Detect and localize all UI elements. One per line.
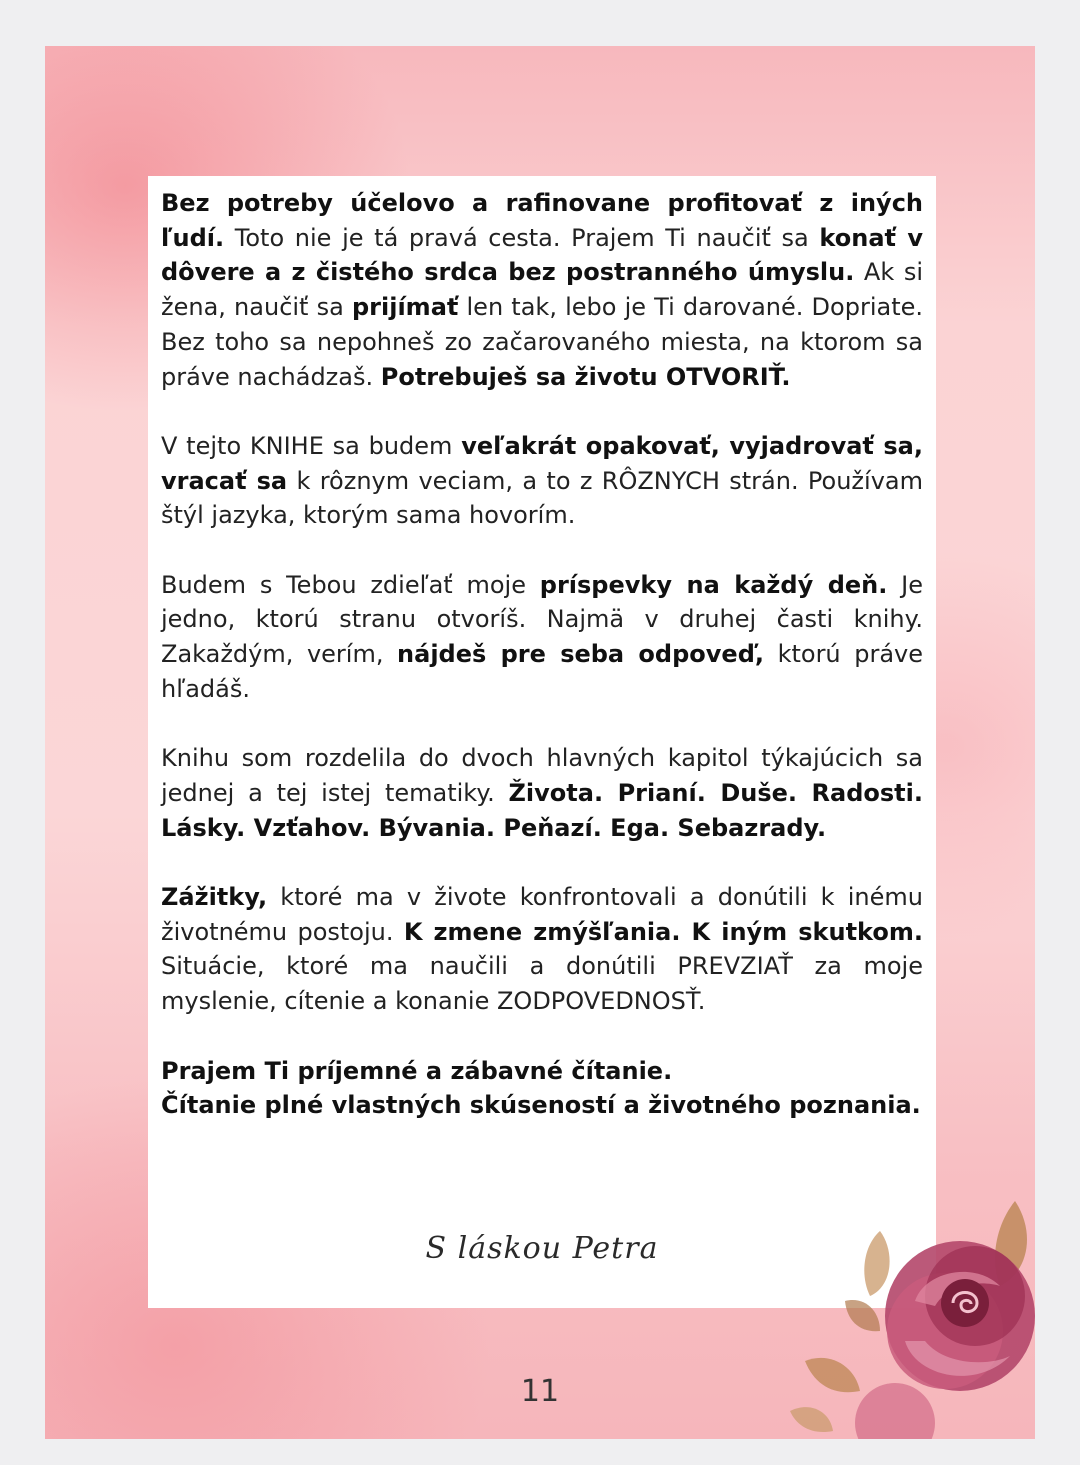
rose-decoration-icon (785, 1191, 1035, 1439)
text-card (148, 176, 936, 1308)
text-run: V tejto KNIHE sa budem (161, 431, 462, 460)
text-run: Ak si žena, naučiť sa (161, 258, 924, 322)
text-run: ktoré ma v živote konfrontovali a donútili k inému životnému postoju. (161, 883, 923, 946)
text-bold: Potrebuješ sa životu OTVORIŤ. (380, 362, 791, 391)
text-run: Budem s Tebou zdieľať moje (161, 570, 540, 599)
paragraph (161, 741, 923, 845)
text-run: Toto nie je tá pravá cesta. Prajem Ti naučiť sa (224, 223, 820, 252)
text-bold: Bez potreby účelovo a rafinovane profitovať z iných ľudí. (161, 189, 923, 252)
text-run: k rôznym veciam, a to z RÔZNYCH strán. Používam štýl jazyka, ktorým sama hovorím. (161, 466, 923, 530)
text-bold: nájdeš pre seba odpoveď, (397, 640, 764, 669)
text-bold: prijímať (351, 293, 459, 322)
body-text (161, 186, 923, 1158)
text-bold: veľakrát opakovať, vyjadrovať sa, vracať sa (161, 431, 923, 495)
text-bold: Zážitky, (161, 883, 268, 911)
text-run: ktorú práve hľadáš. (161, 640, 923, 703)
text-bold: konať v dôvere a z čistého srdca bez postranného úmyslu. (161, 223, 924, 287)
text-bold: Života. Prianí. Duše. Radosti. Lásky. Vzťahov. Bývania. Peňazí. Ega. Sebazrady. (161, 778, 923, 842)
text-bold: K zmene zmýšľania. K iným skutkom. (403, 917, 923, 946)
book-page (45, 46, 1035, 1439)
text-bold: príspevky na každý deň. (539, 570, 888, 599)
paragraph (161, 429, 923, 533)
closing-line-2: Čítanie plné vlastných skúseností a životného poznania. (161, 1091, 921, 1120)
closing-paragraph (161, 1054, 923, 1123)
paragraph (161, 186, 923, 394)
closing-line-1: Prajem Ti príjemné a zábavné čítanie. (161, 1056, 673, 1085)
page-number: 11 (520, 1374, 560, 1409)
signature: S láskou Petra (425, 1231, 659, 1266)
paragraph (161, 568, 923, 707)
text-run: len tak, lebo je Ti darované. Dopriate. Bez toho sa nepohneš zo začarovaného miesta, na ktorom sa práve nachádzaš. (161, 293, 923, 391)
text-run: Knihu som rozdelila do dvoch hlavných kapitol týkajúcich sa jednej a tej istej tematiky. (161, 744, 923, 807)
paragraph (161, 880, 923, 1019)
text-run: Je jedno, ktorú stranu otvoríš. Najmä v druhej časti knihy. Zakaždým, verím, (161, 570, 923, 669)
text-run: Situácie, ktoré ma naučili a donútili PREVZIAŤ za moje myslenie, cítenie a konanie ZODPOVEDNOSŤ. (161, 952, 923, 1016)
